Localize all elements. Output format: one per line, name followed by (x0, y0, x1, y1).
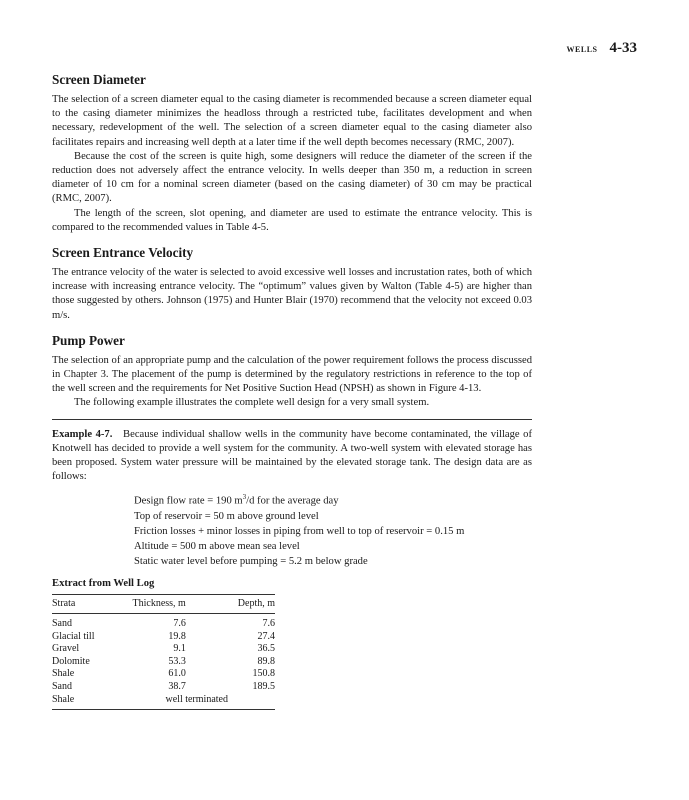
divider (52, 419, 532, 420)
section-pump-power (52, 333, 532, 411)
section-screen-entrance-velocity (52, 245, 532, 323)
page-number: 4-33 (609, 40, 637, 56)
cell-thickness: 38.7 (168, 680, 186, 692)
cell-thickness: 9.1 (173, 643, 186, 655)
paragraph: The selection of a screen diameter equal to the casing diameter is recommended because a screen diameter equal to the casing diameter minimizes the headloss through a restricted tube, facilitates development and when necessary, redevelopment of the well. The selection of a screen diameter equal to the casing diameter also facilitates repairs and increasing well depth at a later time if the well depth becomes necessary (RMC, 2007). (52, 94, 532, 148)
cell-depth: 89.8 (257, 655, 275, 667)
cell-strata: Shale (52, 694, 119, 710)
running-head (567, 40, 637, 57)
cell-strata: Dolomite (52, 655, 90, 667)
cell-depth: 150.8 (252, 668, 275, 680)
paragraph: The selection of an appropriate pump and the calculation of the power requirement follows the process discussed in Chapter 3. The placement of the pump is determined by the regulatory restrictions in reference to the top of the well screen and the requirements for Net Positive Suction Head (NPSH) as shown in Figure 4-13. (52, 354, 532, 395)
flow-rate-text: Design flow rate = 190 m (134, 496, 243, 507)
example-label: Example 4-7. (52, 428, 113, 440)
well-log-title: Extract from Well Log (52, 578, 155, 589)
table-row (52, 694, 275, 710)
main-content (52, 72, 532, 710)
table-row (52, 631, 275, 644)
cell-note: well terminated (119, 694, 276, 710)
column-header-strata: Strata (52, 595, 119, 614)
cell-thickness: 19.8 (168, 630, 186, 642)
table-row (52, 614, 275, 631)
cell-depth: 7.6 (262, 618, 275, 629)
example-block (52, 428, 532, 485)
cell-thickness: 53.3 (168, 655, 186, 667)
section-heading: Screen Diameter (52, 72, 146, 87)
design-static-level: Static water level before pumping = 5.2 m below grade (134, 556, 368, 567)
cell-depth: 189.5 (252, 680, 275, 692)
cell-strata: Gravel (52, 643, 80, 655)
well-log-table (52, 594, 275, 710)
table-row (52, 668, 275, 681)
design-flow-rate (134, 490, 532, 509)
design-altitude: Altitude = 500 m above mean sea level (134, 541, 300, 552)
cell-strata: Sand (52, 618, 72, 629)
section-heading: Pump Power (52, 332, 125, 348)
paragraph: The following example illustrates the complete well design for a very small system. (74, 397, 430, 409)
cell-depth: 36.5 (257, 643, 275, 655)
cell-strata: Glacial till (52, 630, 95, 642)
table-row (52, 643, 275, 656)
flow-rate-exponent: 3 (242, 493, 247, 502)
column-header-depth: Depth, m (200, 595, 275, 614)
paragraph: The entrance velocity of the water is selected to avoid excessive well losses and incrustation rates, both of which increase with increasing entrance velocity. The “optimum” values given by Walton (Table 4-5) are higher than those suggested by others. Johnson (1975) and Hunter Blair (1970) recommend that the velocity not exceed 0.03 m/s. (52, 267, 532, 321)
table-row (52, 681, 275, 694)
design-reservoir: Top of reservoir = 50 m above ground level (134, 511, 319, 522)
column-header-thickness: Thickness, m (119, 595, 200, 614)
cell-strata: Sand (52, 680, 72, 692)
design-friction: Friction losses + minor losses in piping from well to top of reservoir = 0.15 m (134, 526, 465, 537)
cell-strata: Shale (52, 668, 75, 680)
design-data-list (134, 490, 532, 569)
flow-rate-unit: /d for the average day (246, 496, 339, 507)
cell-depth: 27.4 (257, 630, 275, 642)
paragraph: The length of the screen, slot opening, and diameter are used to estimate the entrance velocity. This is compared to the recommended values in Table 4-5. (52, 207, 532, 233)
table-row (52, 656, 275, 669)
section-heading: Screen Entrance Velocity (52, 245, 194, 261)
running-head-section: WELLS (566, 45, 598, 54)
cell-thickness: 61.0 (168, 668, 186, 680)
example-text: Because individual shallow wells in the community have become contaminated, the village of Knotwell has decided to provide a well system for the community. A two-well system with elevated storage has been proposed. System water pressure will be maintained by the elevated storage tank. The design data are as follows: (52, 428, 532, 483)
section-screen-diameter (52, 72, 532, 235)
table-header-row (52, 595, 275, 614)
cell-thickness: 7.6 (173, 618, 186, 629)
paragraph: Because the cost of the screen is quite high, some designers will reduce the diameter of the screen if the reduction does not adversely affect the entrance velocity. In wells deeper than 350 m, a reduction in screen diameter of 10 cm for a nominal screen diameter (based on the casing diameter) of 30 cm may be practical (RMC, 2007). (52, 150, 532, 205)
